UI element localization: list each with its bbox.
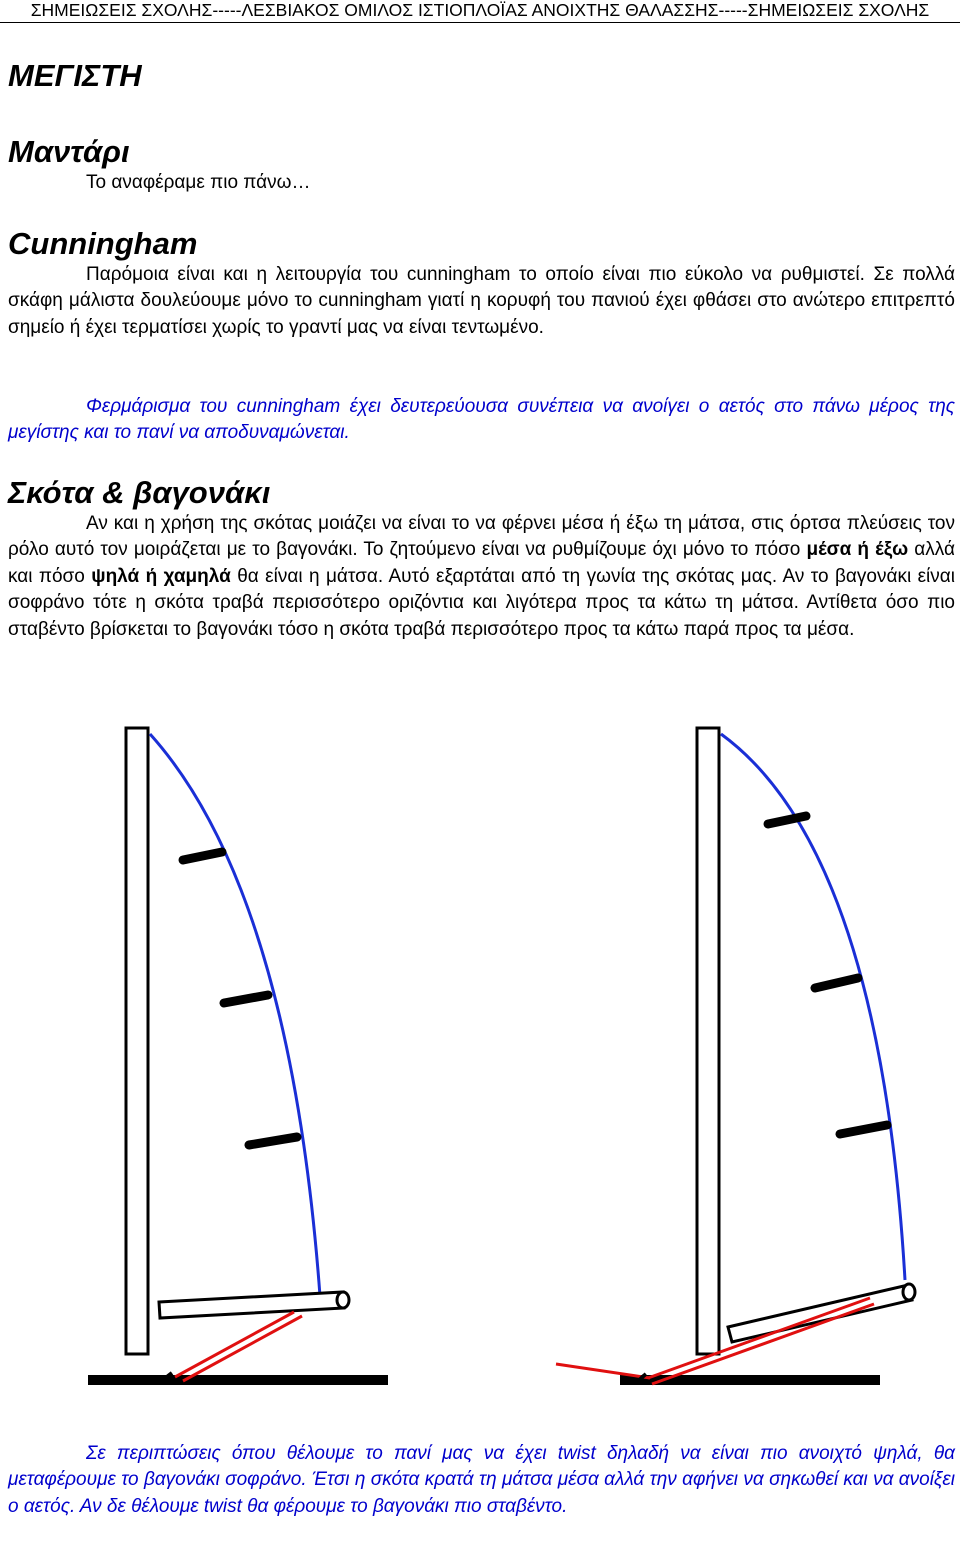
boom-left <box>159 1292 344 1318</box>
sail-leech-left <box>150 734 320 1296</box>
sheet-left-1 <box>175 1312 294 1377</box>
cunningham-text: Παρόμοια είναι και η λειτουργία του cunningham το οποίο είναι πιο εύκολο να ρυθμιστεί. Σε πολλά σκάφη μάλιστα δουλεύουμε μόνο το cunningham γιατί η κορυφή του πανιού έχει φθάσει στο ανώτερο επιτρεπτό σημείο ή έχει τερματίσει χωρίς το γραντί μας να είναι τεντωμένο. <box>8 264 955 338</box>
sheet-right-lower <box>556 1364 650 1378</box>
mast-right <box>697 728 719 1354</box>
cunningham-note: Φερμάρισμα του cunningham έχει δευτερεύουσα συνέπεια να ανοίγει ο αετός στο πάνω μέρος της μεγίστης και το πανί να αποδυναμώνεται. <box>8 396 955 444</box>
boom-right <box>728 1285 912 1342</box>
diagram-left-low-twist <box>88 728 388 1385</box>
mantari-text: Το αναφέραμε πιο πάνω… <box>86 172 311 193</box>
batten-left-1 <box>183 852 222 860</box>
heading-mantari: Μαντάρι <box>8 134 130 169</box>
heading-skota: Σκότα & βαγονάκι <box>8 475 271 510</box>
sheet-left-2 <box>183 1316 302 1381</box>
deck-left <box>88 1375 388 1385</box>
skota-bold-high-low: ψηλά ή χαμηλά <box>91 565 231 587</box>
heading-cunningham: Cunningham <box>8 226 198 261</box>
batten-left-3 <box>249 1137 297 1145</box>
skota-bold-in-out: μέσα ή έξω <box>806 539 909 561</box>
sheet-right-2 <box>652 1304 874 1384</box>
sail-trim-diagram <box>0 700 960 1400</box>
page-header: ΣΗΜΕΙΩΣΕΙΣ ΣΧΟΛΗΣ-----ΛΕΣΒΙΑΚΟΣ ΟΜΙΛΟΣ ΙΣΤΙΟΠΛΟΪΑΣ ΑΝΟΙΧΤΗΣ ΘΑΛΑΣΣΗΣ-----ΣΗΜΕΙΩΣΕΙΣ ΣΧΟΛΗΣ <box>0 0 960 23</box>
skota-text-part-3: θα είναι η μάτσα. Αυτό εξαρτάται από τη γωνία της σκότας μας. Αν το βαγονάκι είναι σοφράνο τότε η σκότα τραβά περισσότερο οριζόντια και λιγότερα προς τα κάτω τη μάτσα. Αντίθετα όσο πιο σταβέντο βρίσκεται το βαγονάκι τόσο η σκότα τραβά περισσότερο προς τα κάτω παρά προς τα μέσα. <box>8 565 955 640</box>
sail-leech-right <box>721 734 905 1280</box>
boom-end-right <box>903 1284 915 1300</box>
boom-end-left <box>337 1292 349 1308</box>
skota-text-part-1: Αν και η χρήση της σκότας μοιάζει να είναι το να φέρνει μέσα ή έξω τη μάτσα, στις όρτσα πλεύσεις τον ρόλο αυτό τον μοιράζεται με το βαγονάκι. Το ζητούμενο είναι να ρυθμίζουμε όχι μόνο το πόσο <box>8 513 955 561</box>
batten-right-2 <box>815 978 858 988</box>
sheet-right-1 <box>648 1298 870 1378</box>
diagram-right-twist <box>556 728 915 1385</box>
mast-left <box>126 728 148 1354</box>
twist-note: Σε περιπτώσεις όπου θέλουμε το πανί μας να έχει twist δηλαδή να είναι πιο ανοιχτό ψηλά, θα μεταφέρουμε το βαγονάκι σοφράνο. Έτσι η σκότα κρατά τη μάτσα μέσα αλλά την αφήνει να σηκωθεί και να ανοίξει ο αετός. Αν δε θέλουμε twist θα φέρουμε το βαγονάκι πιο σταβέντο. <box>8 1443 955 1517</box>
section-title: ΜΕΓΙΣΤΗ <box>8 58 142 93</box>
batten-right-3 <box>840 1125 887 1134</box>
skota-text-part-2: αλλά και πόσο <box>8 539 955 587</box>
skota-text <box>8 511 955 643</box>
batten-left-2 <box>224 995 268 1003</box>
